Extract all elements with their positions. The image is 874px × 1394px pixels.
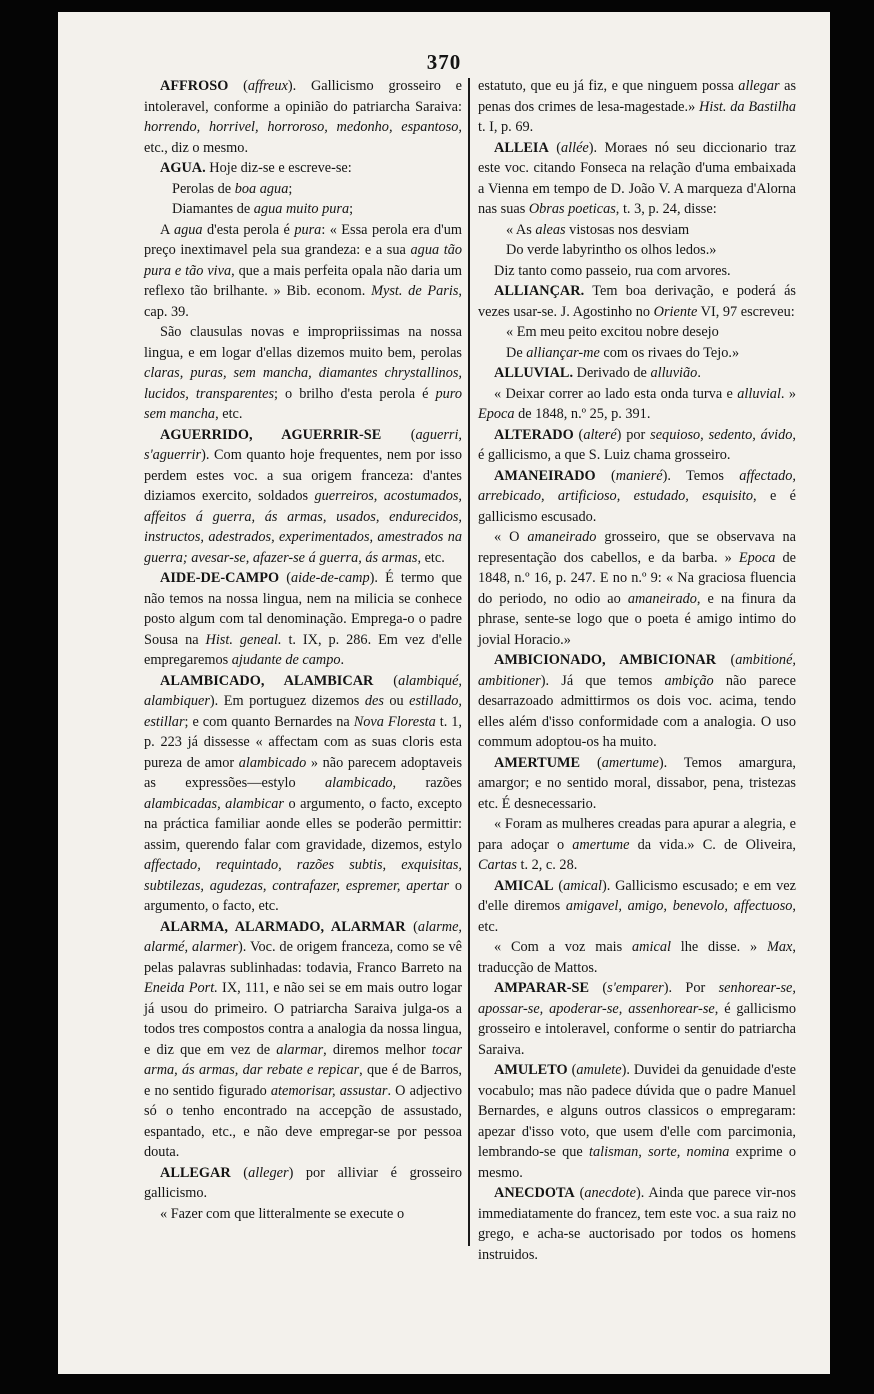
entry-paragraph (144, 220, 462, 323)
dictionary-entry (478, 1183, 796, 1265)
entry-text: Do verde labyrintho os olhos ledos.» (506, 242, 717, 258)
dictionary-entry (478, 281, 796, 322)
entry-text: Diz tanto como passeio, rua com arvores. (494, 262, 731, 279)
entry-paragraph (144, 1204, 462, 1225)
entry-text: « Deixar correr ao lado esta onda turva e alluvial. » Epoca de 1848, n.º 25, p. 391. (478, 385, 797, 422)
dictionary-entry (478, 363, 796, 384)
entry-text: A agua d'esta perola é pura: « Essa perola era d'um preço inextimavel pela sua grandeza: e a sua agua tão pura e tão viva, que a mais perfeita opala não daria um reflexo tão brilhante. » Bib. econom. Myst. de Paris, cap. 39. (144, 221, 463, 320)
entry-text: (aide-de-camp). É termo que não temos na nossa lingua, nem na milicia se conhece posto algum com tal denominação. Emprega-o o padre Sousa na Hist. geneal. t. IX, p. 286. Em vez d'elle empregaremos ajudante de campo. (144, 570, 462, 668)
entry-paragraph (478, 527, 796, 650)
right-column (478, 76, 796, 1265)
entry-headword: ALTERADO (494, 426, 574, 443)
entry-text: estatuto, que eu já fiz, e que ninguem possa allegar as penas dos crimes de lesa-magestade.» Hist. da Bastilha t. I, p. 69. (478, 78, 797, 135)
dictionary-entry (478, 138, 796, 220)
entry-text: (ambitioné, ambitioner). Já que temos ambição não parece desarrazoado admittirmos os dois voc. acima, tendo elles além d'isso conformidade com a analogia. O uso commum adoptou-os ha muito. (478, 652, 796, 750)
entry-headword: ALLIANÇAR. (494, 283, 585, 299)
entry-text: Derivado de alluvião. (573, 365, 701, 381)
entry-text: « Foram as mulheres creadas para apurar a alegria, e para adoçar o amertume da vida.» C. de Oliveira, Cartas t. 2, c. 28. (478, 816, 796, 873)
entry-headword: AMULETO (494, 1062, 568, 1078)
entry-paragraph (144, 199, 462, 220)
entry-text: (alteré) por sequioso, sedento, ávido, é gallicismo, a que S. Luiz chama grosseiro. (478, 426, 796, 463)
entry-paragraph (144, 179, 462, 200)
dictionary-entry (144, 425, 462, 569)
entry-headword: AMANEIRADO (494, 467, 596, 484)
dictionary-entry (478, 425, 796, 466)
entry-text: « As aleas vistosas nos desviam (506, 221, 690, 238)
entry-text: Hoje diz-se e escreve-se: (205, 160, 352, 176)
dictionary-entry (144, 568, 462, 671)
entry-paragraph (478, 240, 796, 261)
dictionary-entry (478, 466, 796, 528)
dictionary-entry (478, 753, 796, 815)
entry-paragraph (478, 937, 796, 978)
dictionary-entry (144, 158, 462, 179)
entry-text: Tem boa derivação, e poderá ás vezes usar-se. J. Agostinho no Oriente VI, 97 escreveu: (478, 283, 796, 320)
entry-text: (affreux). Gallicismo grosseiro e intoleravel, conforme a opinião do patriarcha Saraiva: horrendo, horrivel, horroroso, medonho, espantoso, etc., diz o mesmo. (144, 78, 462, 156)
page-number: 370 (426, 50, 462, 74)
entry-text: (anecdote). Ainda que parece vir-nos immediatamente do francez, tem este voc. a sua raiz no grego, e acha-se auctorisado por todos os homens instruidos. (478, 1185, 796, 1263)
entry-text: Diamantes de agua muito pura; (172, 201, 354, 217)
entry-text: Perolas de boa agua; (172, 180, 293, 197)
entry-paragraph (478, 220, 796, 241)
dictionary-entry (144, 76, 462, 158)
entry-headword: ANECDOTA (494, 1185, 575, 1201)
entry-text: (amical). Gallicismo escusado; e em vez d'elle diremos amigavel, amigo, benevolo, affectuoso, etc. (478, 877, 796, 935)
entry-headword: AGUERRIDO, AGUERRIR-SE (160, 426, 382, 443)
entry-text: De alliançar-me com os rivaes do Tejo.» (506, 344, 740, 361)
entry-paragraph (478, 814, 796, 876)
entry-text: « Fazer com que litteralmente se execute o (160, 1205, 405, 1222)
dictionary-entry (478, 650, 796, 753)
dictionary-entry (478, 1060, 796, 1183)
entry-text: (alleger) por alliviar é grosseiro gallicismo. (144, 1164, 462, 1201)
entry-text: « Em meu peito excitou nobre desejo (506, 324, 719, 340)
entry-headword: ALARMA, ALARMADO, ALARMAR (160, 918, 406, 935)
entry-paragraph (478, 343, 796, 364)
entry-headword: ALLEGAR (160, 1164, 231, 1181)
entry-headword: ALLUVIAL. (494, 365, 574, 381)
entry-text: (aguerri, s'aguerrir). Com quanto hoje frequentes, nem por isso perdem estes voc. a sua origem franceza: d'antes diziamos exercito, soldados guerreiros, acostumados, affeitos á guerra, ás armas, usados, endurecidos, instructos, adestrados, experimentados, amestrados na guerra; avesar-se, afazer-se á guerra, ás armas, etc. (144, 426, 462, 566)
entry-text: São clausulas novas e impropriissimas na nossa lingua, e em logar d'ellas dizemos muito bem, perolas claras, puras, sem mancha, diamantes chrystallinos, lucidos, transparentes; o brilho d'esta perola é puro sem mancha, etc. (144, 324, 462, 422)
entry-headword: AFFROSO (160, 78, 229, 94)
entry-text: (alambiqué, alambiquer). Em portuguez dizemos des ou estillado, estillar; e com quanto Bernardes na Nova Floresta t. 1, p. 223 já dissesse « affectam com as suas cloris esta pureza de amor alambicado » não parecem adoptaveis as expressões—estylo alambicado, razões alambicadas, alambicar o argumento, o facto, excepto na práctica familiar aonde elles se poderão permittir: assim, querendo falar com gravidade, dizemos, estylo affectado, requintado, razões subtis, exquisitas, subtilezas, agudezas, contrafazer, espremer, apertar o argumento, o facto, etc. (144, 672, 463, 914)
entry-paragraph (478, 384, 796, 425)
entry-text: « O amaneirado grosseiro, que se observava na representação dos cabellos, e da barba. » Epoca de 1848, n.º 16, p. 247. E no n.º 9: « Na graciosa fluencia do periodo, no odio ao amaneirado, e na finura da phrase, sente-se logo que o poeta é amigo intimo do jovial Horacio.» (478, 529, 797, 648)
entry-headword: AMBICIONADO, AMBICIONAR (494, 652, 717, 668)
entry-text: (amertume). Temos amargura, amargor; e no sentido moral, dissabor, pena, tristezas etc. É desnecessario. (478, 754, 796, 812)
entry-headword: ALLEIA (494, 139, 549, 156)
dictionary-entry (144, 917, 462, 1163)
entry-paragraph (478, 261, 796, 282)
entry-text: (allée). Moraes nó seu diccionario traz este voc. citando Fonseca na relação d'uma embaixada a Vienna em tempo de D. João V. A marqueza d'Alorna nas suas Obras poeticas, t. 3, p. 24, disse: (478, 139, 797, 217)
left-column (144, 76, 462, 1224)
entry-headword: ALAMBICADO, ALAMBICAR (160, 672, 374, 689)
dictionary-entry (478, 978, 796, 1060)
dictionary-entry (144, 671, 462, 917)
entry-paragraph (478, 76, 796, 138)
entry-text: (manieré). Temos affectado, arrebicado, artificioso, estudado, esquisito, e é gallicismo escusado. (478, 467, 797, 525)
dictionary-entry (478, 876, 796, 938)
entry-headword: AIDE-DE-CAMPO (160, 570, 280, 586)
dictionary-entry (144, 1163, 462, 1204)
entry-paragraph (478, 322, 796, 343)
entry-headword: AGUA. (160, 160, 206, 176)
entry-paragraph (144, 322, 462, 425)
entry-text: « Com a voz mais amical lhe disse. » Max, traducção de Mattos. (478, 939, 796, 976)
entry-headword: AMERTUME (494, 754, 581, 771)
entry-headword: AMPARAR-SE (494, 980, 590, 996)
entry-text: (amulete). Duvidei da genuidade d'este vocabulo; mas não padece dúvida que o padre Manuel Bernardes, e alguns outros classicos o empregaram: apezar d'isso voto, que usem d'elle com parcimonia, lembrando-se que talisman, sorte, nomina exprime o mesmo. (478, 1062, 796, 1181)
dictionary-page (58, 12, 830, 1374)
entry-text: (alarme, alarmé, alarmer). Voc. de origem franceza, como se vê pelas palavras sublinhadas: todavia, Franco Barreto na Eneida Port. IX, 111, e não sei se em mais outro logar já usou do primeiro. O patriarcha Saraiva julga-os a todos tres compostos contra a analogia da nossa lingua, e diz que em vez de alarmar, diremos melhor tocar arma, ás armas, dar rebate e repicar, que é de Barros, e no sentido figurado atemorisar, assustar. O adjectivo só o tenho encontrado na accepção de assustado, espantado, etc., e não deve empregar-se por pessoa douta. (144, 918, 463, 1160)
column-divider (468, 78, 470, 1246)
entry-headword: AMICAL (494, 877, 554, 894)
entry-text: (s'emparer). Por senhorear-se, apossar-se, apoderar-se, assenhorear-se, é gallicismo grosseiro e intoleravel, conforme o sentir do patriarcha Saraiva. (478, 980, 796, 1058)
